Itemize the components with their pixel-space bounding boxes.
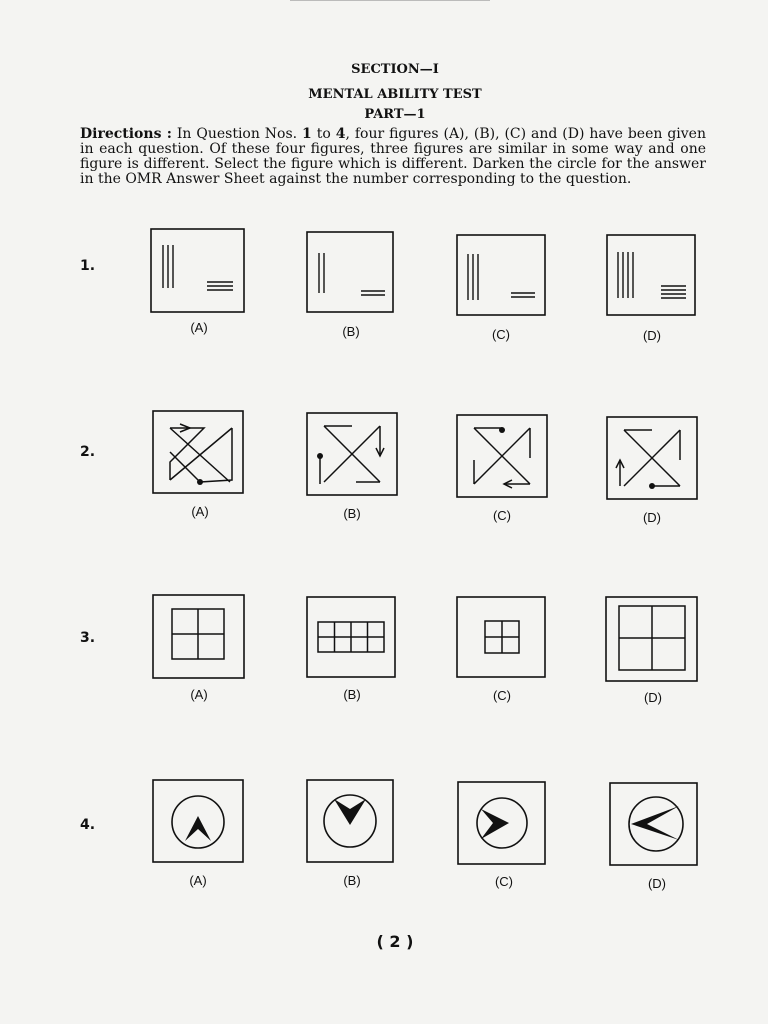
q3-figure-a <box>152 594 245 679</box>
directions-paragraph <box>80 127 706 187</box>
q2-figure-a <box>152 410 244 494</box>
q2-figure-c <box>456 414 548 498</box>
test-title: MENTAL ABILITY TEST <box>308 87 482 102</box>
q1-figure-d <box>606 234 696 316</box>
q4-figure-c <box>457 781 546 865</box>
q1-figure-c <box>456 234 546 316</box>
q4-figure-b <box>306 779 394 863</box>
q2-option-a-label: (A) <box>191 504 209 519</box>
q3-option-a-label: (A) <box>190 687 208 702</box>
q4-figure-a <box>152 779 244 863</box>
directions-text-a: In Question Nos. <box>171 126 303 142</box>
q1-option-b-label: (B) <box>342 324 360 339</box>
question-number-2: 2. <box>80 444 96 460</box>
q3-option-d-label: (D) <box>643 690 663 705</box>
q1-figure-a <box>150 228 245 313</box>
q4-option-d-label: (D) <box>647 876 667 891</box>
top-rule <box>290 0 490 1</box>
q2-option-b-label: (B) <box>343 506 361 521</box>
q2-figure-b <box>306 412 398 496</box>
q4-figure-d <box>609 782 698 866</box>
directions-text-b: to <box>311 126 336 142</box>
q1-option-c-label: (C) <box>491 327 511 342</box>
q2-option-c-label: (C) <box>492 508 512 523</box>
page-number: ( 2 ) <box>376 932 414 951</box>
q3-option-c-label: (C) <box>492 688 512 703</box>
directions-from: 1 <box>302 126 312 142</box>
q4-option-c-label: (C) <box>494 874 514 889</box>
q3-figure-c <box>456 596 546 678</box>
section-heading: SECTION—I <box>351 62 439 77</box>
part-heading: PART—1 <box>364 107 426 122</box>
q1-option-a-label: (A) <box>190 320 208 335</box>
q2-figure-d <box>606 416 698 500</box>
q4-option-a-label: (A) <box>189 873 207 888</box>
directions-to: 4 <box>335 126 346 142</box>
q4-option-b-label: (B) <box>343 873 361 888</box>
directions-lead: Directions : <box>80 126 172 142</box>
q3-figure-d <box>605 596 698 682</box>
q1-option-d-label: (D) <box>642 328 662 343</box>
question-number-4: 4. <box>80 817 96 833</box>
q3-figure-b <box>306 596 396 678</box>
question-number-3: 3. <box>80 630 96 646</box>
directions-text-c: , four figures (A), (B), (C) and (D) have been given in each question. Of these four figures, three figures are similar in some way and one figure is different. Select the figure which is different. Darken the circle for the answer in the OMR Answer Sheet against the number corresponding to the question. <box>80 126 706 187</box>
q1-figure-b <box>306 231 394 313</box>
q2-option-d-label: (D) <box>642 510 662 525</box>
question-number-1: 1. <box>80 258 96 274</box>
q3-option-b-label: (B) <box>343 687 361 702</box>
